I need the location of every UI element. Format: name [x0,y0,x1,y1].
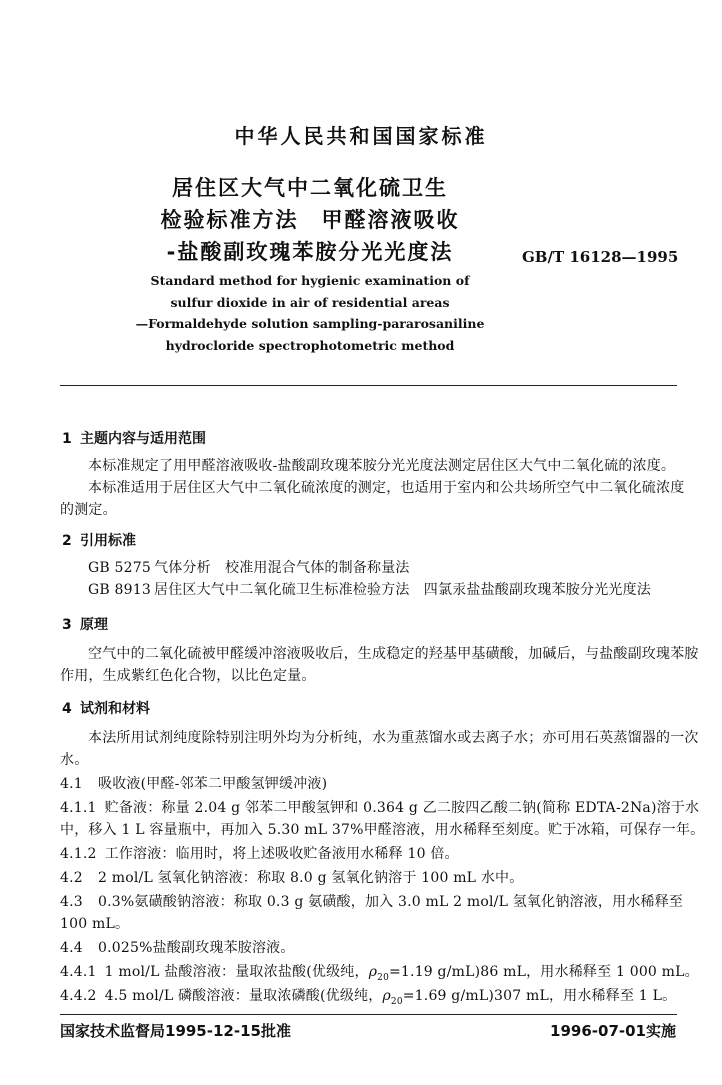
reference-title: 气体分析 校准用混合气体的制备称量法 [154,560,410,576]
clause-text: 4.5 mol/L 磷酸溶液：量取浓磷酸(优级纯， [104,988,383,1004]
section-number: 4 [62,701,72,717]
issuing-authority: 中华人民共和国国家标准 [234,124,488,148]
section-title: 试剂和材料 [80,701,150,717]
clause-number: 4.2 [60,870,83,886]
reference-code: GB 8913 [88,582,151,598]
clause-4-1-1 [60,798,699,818]
english-title-line-1: Standard method for hygienic examination of [150,273,470,288]
english-title-line-3: —Formaldehyde solution sampling-pararosaniline [135,316,485,331]
clause-4-2 [60,868,523,888]
title-line-2: 检验标准方法 甲醛溶液吸收 [160,208,460,232]
clause-text: 贮备液：称量 2.04 g 邻苯二甲酸氢钾和 0.364 g 乙二胺四乙酸二钠(简称 EDTA-2Na)溶于水 [104,800,700,816]
standard-code: GB/T 16128—1995 [522,248,679,266]
clause-continuation: 100 mL。 [60,916,130,932]
header-rule [60,385,677,386]
implementation-date: 1996-07-01实施 [550,1022,676,1040]
clause-4-1 [60,774,327,794]
clause-4-4 [60,938,295,958]
section-3-heading [62,614,108,634]
clause-text: =1.19 g/mL)86 mL，用水稀释至 1 000 mL。 [389,964,699,980]
section-number: 1 [62,431,72,447]
clause-text: 0.025%盐酸副玫瑰苯胺溶液。 [98,940,295,956]
footer-rule [60,1014,677,1015]
paragraph-continuation: 水。 [60,752,89,768]
approval-line: 国家技术监督局1995-12-15批准 [60,1022,291,1040]
density-symbol: ρ [368,964,378,980]
clause-number: 4.4 [60,940,83,956]
section-title: 引用标准 [80,533,136,549]
paragraph: 本法所用试剂纯度除特别注明外均为分析纯，水为重蒸馏水或去离子水；亦可用石英蒸馏器的一次 [88,730,699,746]
density-subscript: 20 [390,996,403,1007]
english-title-line-2: sulfur dioxide in air of residential areas [170,294,450,310]
clause-text: 工作溶液：临用时，将上述吸收贮备液用水稀释 10 倍。 [104,846,459,862]
section-number: 2 [62,533,72,549]
section-title: 原理 [80,617,108,633]
clause-text: 吸收液(甲醛-邻苯二甲酸氢钾缓冲液) [98,776,328,792]
clause-number: 4.4.2 [60,988,97,1004]
section-number: 3 [62,617,72,633]
clause-number: 4.1 [60,776,83,792]
clause-text: 0.3%氨磺酸钠溶液：称取 0.3 g 氨磺酸，加入 3.0 mL 2 mol/L 氢氧化钠溶液，用水稀释至 [98,894,684,910]
reference-item [88,558,410,578]
clause-text: =1.69 g/mL)307 mL，用水稀释至 1 L。 [402,988,677,1004]
paragraph-continuation: 作用，生成紫红色化合物，以比色定量。 [60,668,316,684]
clause-number: 4.3 [60,894,83,910]
paragraph: 空气中的二氧化硫被甲醛缓冲溶液吸收后，生成稳定的羟基甲基磺酸，加碱后，与盐酸副玫瑰苯胺 [88,646,699,662]
section-title: 主题内容与适用范围 [80,431,206,447]
section-1-heading [62,428,206,448]
english-title [100,270,520,356]
paragraph: 本标准适用于居住区大气中二氧化硫浓度的测定，也适用于室内和公共场所空气中二氧化硫浓度 [88,480,685,496]
paragraph: 本标准规定了用甲醛溶液吸收-盐酸副玫瑰苯胺分光光度法测定居住区大气中二氧化硫的浓度。 [88,458,676,474]
clause-4-3 [60,892,683,912]
clause-continuation: 中，移入 1 L 容量瓶中，再加入 5.30 mL 37%甲醛溶液，用水稀释至刻度。贮于冰箱，可保存一年。 [60,822,705,838]
reference-code: GB 5275 [88,560,151,576]
clause-text: 2 mol/L 氢氧化钠溶液：称取 8.0 g 氢氧化钠溶于 100 mL 水中。 [98,870,524,886]
section-2-heading [62,530,136,550]
density-symbol: ρ [382,988,391,1004]
paragraph-continuation: 的测定。 [60,502,117,518]
clause-4-1-2 [60,844,459,864]
document-title [100,172,520,268]
clause-number: 4.1.2 [60,846,97,862]
clause-number: 4.4.1 [60,964,97,980]
clause-4-4-1 [60,962,699,988]
reference-title: 居住区大气中二氧化硫卫生标准检验方法 四氯汞盐盐酸副玫瑰苯胺分光光度法 [154,582,651,598]
english-title-line-4: hydrocloride spectrophotometric method [165,337,455,353]
title-line-3: -盐酸副玫瑰苯胺分光光度法 [166,240,454,264]
clause-text: 1 mol/L 盐酸溶液：量取浓盐酸(优级纯， [104,964,369,980]
clause-number: 4.1.1 [60,800,97,816]
title-line-1: 居住区大气中二氧化硫卫生 [172,176,448,200]
density-subscript: 20 [377,972,389,983]
reference-item [88,580,651,600]
section-4-heading [62,698,150,718]
clause-4-4-2 [60,986,676,1012]
